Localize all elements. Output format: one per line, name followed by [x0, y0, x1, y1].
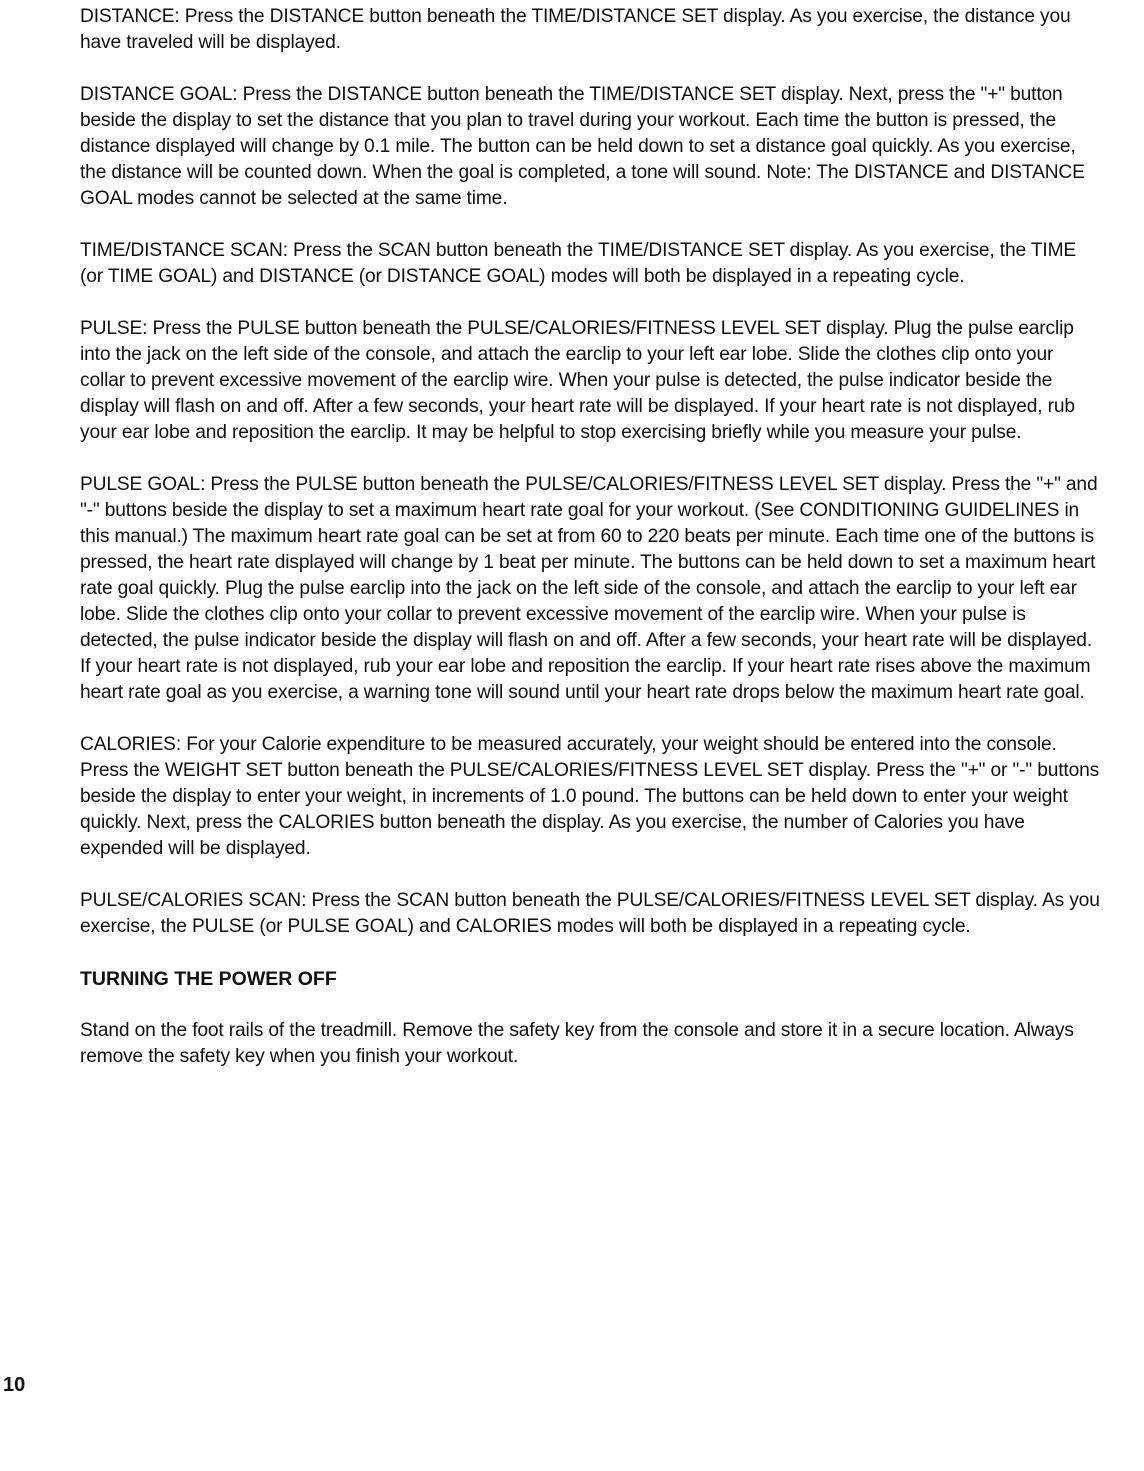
pulse-calories-scan-paragraph: PULSE/CALORIES SCAN: Press the SCAN button beneath the PULSE/CALORIES/FITNESS LEVEL SET display. As you exercise, the PULSE (or PULSE GOAL) and CALORIES modes will both be displayed in a repeating cycle.	[80, 890, 1100, 937]
pulse-goal-paragraph: PULSE GOAL: Press the PULSE button beneath the PULSE/CALORIES/FITNESS LEVEL SET display. Press the "+" and "-" buttons beside the display to set a maximum heart rate goal for your workout. (See CONDITIONING GUIDELINES in this manual.) The maximum heart rate goal can be set at from 60 to 220 beats per minute. Each time one of the buttons is pressed, the heart rate displayed will change by 1 beat per minute. The buttons can be held down to set a maximum heart rate goal quickly. Plug the pulse earclip into the jack on the left side of the console, and attach the earclip to your left ear lobe. Slide the clothes clip onto your collar to prevent excessive movement of the earclip wire. When your pulse is detected, the pulse indicator beside the display will flash on and off. After a few seconds, your heart rate will be displayed. If your heart rate is not displayed, rub your ear lobe and reposition the earclip. If your heart rate rises above the maximum heart rate goal as you exercise, a warning tone will sound until your heart rate drops below the maximum heart rate goal.	[80, 474, 1098, 703]
time-distance-scan-paragraph: TIME/DISTANCE SCAN: Press the SCAN button beneath the TIME/DISTANCE SET display. As you exercise, the TIME (or TIME GOAL) and DISTANCE (or DISTANCE GOAL) modes will both be displayed in a repeating cycle.	[80, 240, 1077, 287]
page-body	[80, 4, 1100, 1096]
power-off-heading: TURNING THE POWER OFF	[80, 968, 337, 990]
distance-goal-paragraph: DISTANCE GOAL: Press the DISTANCE button beneath the TIME/DISTANCE SET display. Next, press the "+" button beside the display to set the distance that you plan to travel during your workout. Each time the button is pressed, the distance displayed will change by 0.1 mile. The button can be held down to set a distance goal quickly. As you exercise, the distance will be counted down. When the goal is completed, a tone will sound. Note: The DISTANCE and DISTANCE GOAL modes cannot be selected at the same time.	[80, 84, 1085, 209]
power-off-paragraph: Stand on the foot rails of the treadmill. Remove the safety key from the console and store it in a secure location. Always remove the safety key when you finish your workout.	[80, 1020, 1074, 1067]
calories-paragraph: CALORIES: For your Calorie expenditure to be measured accurately, your weight should be entered into the console. Press the WEIGHT SET button beneath the PULSE/CALORIES/FITNESS LEVEL SET display. Press the "+" or "-" buttons beside the display to enter your weight, in increments of 1.0 pound. The buttons can be held down to enter your weight quickly. Next, press the CALORIES button beneath the display. As you exercise, the number of Calories you have expended will be displayed.	[80, 734, 1100, 859]
page-number: 10	[3, 1374, 26, 1396]
distance-paragraph: DISTANCE: Press the DISTANCE button beneath the TIME/DISTANCE SET display. As you exercise, the distance you have traveled will be displayed.	[80, 6, 1071, 53]
pulse-paragraph: PULSE: Press the PULSE button beneath the PULSE/CALORIES/FITNESS LEVEL SET display. Plug the pulse earclip into the jack on the left side of the console, and attach the earclip to your left ear lobe. Slide the clothes clip onto your collar to prevent excessive movement of the earclip wire. When your pulse is detected, the pulse indicator beside the display will flash on and off. After a few seconds, your heart rate will be displayed. If your heart rate is not displayed, rub your ear lobe and reposition the earclip. It may be helpful to stop exercising briefly while you measure your pulse.	[80, 318, 1075, 443]
